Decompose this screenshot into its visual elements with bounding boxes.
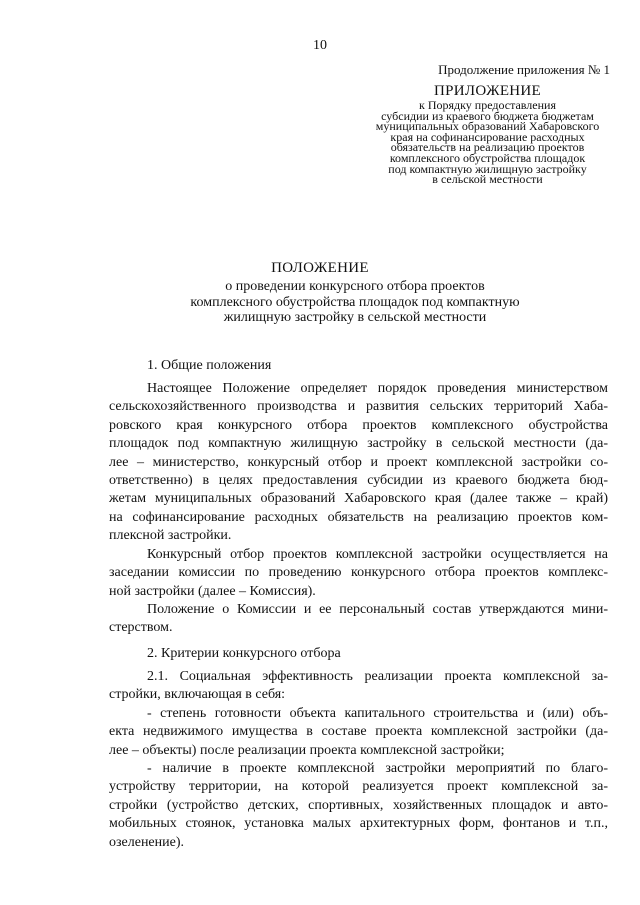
section-2-paragraph-1 [109, 668, 608, 705]
appendix-line: в сельской местности [432, 172, 543, 187]
appendix-line: комплексного обустройства площадок [389, 150, 586, 165]
subtitle-line: комплексного обустройства площадок под компактную [190, 294, 520, 310]
appendix-line: субсидии из краевого бюджета бюджетам [381, 108, 594, 123]
section-1-heading: 1. Общие положения [147, 358, 272, 373]
appendix-title: ПРИЛОЖЕНИЕ [433, 83, 542, 99]
text-line: озеленение). [109, 834, 185, 850]
section-1-paragraph-3 [109, 601, 608, 638]
section-2-heading: 2. Критерии конкурсного отбора [147, 646, 341, 661]
appendix-line: края на софинансирование расходных [390, 129, 585, 144]
document-subtitle [100, 279, 610, 326]
text-line: лее – министерство, конкурсный отбор и проект комплексной застройки со- [109, 454, 608, 470]
text-line: на софинансирование расходных обязательств на реализацию проектов ком- [109, 509, 608, 525]
appendix-line: под компактную жилищную застройку [388, 161, 587, 176]
text-line: екта недвижимого имущества в составе проекта комплексной застройки (да- [109, 724, 608, 740]
section-2-paragraph-3 [109, 760, 608, 852]
text-line: ной застройки (далее – Комиссия). [109, 583, 316, 599]
text-line: заседании комиссии по проведению конкурсного отбора проектов комплекс- [109, 565, 608, 581]
appendix-header [360, 82, 615, 185]
text-line: лее – объекты) после реализации проекта комплексной застройки; [109, 742, 505, 758]
text-line: устройству территории, на которой реализуется проект комплексной за- [109, 779, 608, 795]
text-line: - степень готовности объекта капитального строительства и (или) объ- [147, 706, 608, 721]
text-line: мобильных стоянок, установка малых архитектурных форм, фонтанов и т.п., [109, 816, 608, 832]
subtitle-line: о проведении конкурсного отбора проектов [225, 279, 485, 294]
text-line: сельскохозяйственного производства и развития сельских территорий Хаба- [109, 399, 608, 415]
text-line: 2.1. Социальная эффективность реализации проекта комплексной за- [147, 669, 608, 684]
text-line: Конкурсный отбор проектов комплексной застройки осуществляется на [147, 547, 608, 562]
text-line: площадок под компактную жилищную застройку в сельской местности (да- [109, 436, 608, 452]
text-line: жетам муниципальных образований Хабаровского края (далее также – край) [109, 491, 608, 507]
text-line: стерством. [109, 620, 173, 636]
text-line: ответственно) в целях предоставления субсидии из краевого бюджета бюд- [109, 472, 608, 488]
section-2-paragraph-2 [109, 705, 608, 760]
section-1-paragraph-2 [109, 546, 608, 601]
text-line: стройки, включающая в себя: [109, 687, 286, 703]
text-line: стройки (устройство детских, спортивных, хозяйственных площадок и авто- [109, 797, 608, 813]
subtitle-line: жилищную застройку в сельской местности [223, 310, 487, 325]
appendix-line: обязательств на реализацию проектов [390, 140, 585, 155]
text-line: Положение о Комиссии и ее персональный состав утверждаются мини- [147, 602, 608, 617]
text-line: плексной застройки. [109, 528, 232, 544]
appendix-line: к Порядку предоставления [418, 98, 556, 112]
appendix-continuation: Продолжение приложения № 1 [438, 62, 610, 77]
text-line: - наличие в проекте комплексной застройки мероприятий по благо- [147, 761, 608, 776]
appendix-line: муниципальных образований Хабаровского [375, 119, 600, 134]
text-line: ровского края конкурсного отбора проектов комплексного обустройства [109, 417, 608, 433]
appendix-description [360, 100, 615, 185]
page-number: 10 [313, 38, 327, 53]
document-title: ПОЛОЖЕНИЕ [271, 260, 369, 276]
section-1-paragraph-1 [109, 380, 608, 546]
text-line: Настоящее Положение определяет порядок проведения министерством [147, 381, 608, 396]
